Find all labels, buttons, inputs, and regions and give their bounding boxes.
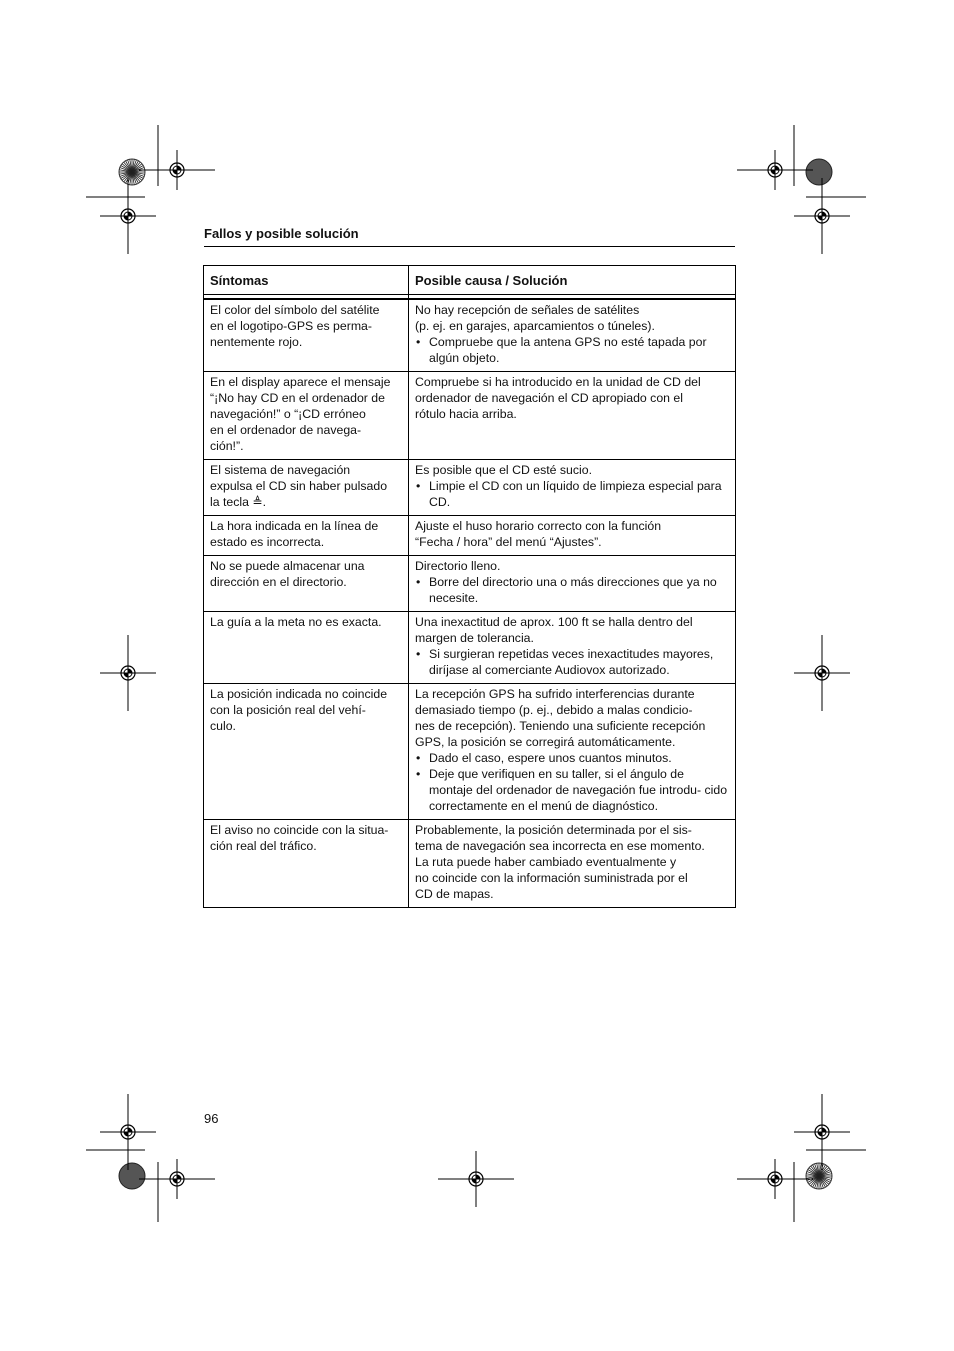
crosshair-registration-mark-icon (100, 178, 156, 254)
symptom-cell (204, 460, 409, 515)
solution-cell (409, 684, 735, 819)
symptom-cell (204, 372, 409, 459)
symptom-line: dirección en el directorio. (210, 575, 347, 589)
symptom-line: con la posición real del vehí- (210, 703, 366, 717)
table-row (204, 683, 735, 819)
symptom-line: ción!”. (210, 439, 244, 453)
crosshair-registration-mark-icon (139, 1159, 215, 1199)
color-wheel-icon (119, 159, 145, 185)
solution-line: No hay recepción de señales de satélites (415, 303, 640, 317)
solution-line: ordenador de navegación el CD apropiado con el (415, 391, 683, 405)
symptom-line: La posición indicada no coincide (210, 687, 388, 701)
crosshair-registration-mark-icon (100, 1094, 156, 1170)
symptom-cell (204, 556, 409, 611)
symptom-line: expulsa el CD sin haber pulsado (210, 479, 388, 493)
solution-line: CD de mapas. (415, 887, 494, 901)
solution-bullet: • Borre del directorio una o más direcciones que ya no necesite. (415, 574, 729, 606)
solution-line: (p. ej. en garajes, aparcamientos o túneles). (415, 319, 655, 333)
section-title: Fallos y posible solución (204, 226, 359, 241)
symptom-line: la tecla ≜. (210, 495, 267, 509)
solution-cell (409, 460, 735, 515)
table-row (204, 555, 735, 611)
crosshair-registration-mark-icon (737, 150, 813, 190)
solution-line: Probablemente, la posición determinada por el sis- (415, 823, 692, 837)
symptom-line: ción real del tráfico. (210, 839, 317, 853)
symptom-cell (204, 684, 409, 819)
table-row (204, 611, 735, 683)
title-rule (204, 246, 735, 247)
crosshair-registration-mark-icon (139, 150, 215, 190)
table-row (204, 819, 735, 907)
solution-line: Compruebe si ha introducido en la unidad de CD del (415, 375, 701, 389)
symptom-cell (204, 612, 409, 683)
crosshair-registration-mark-icon (100, 635, 156, 711)
solution-line: GPS, la posición se corregirá automáticamente. (415, 735, 676, 749)
table-body (204, 300, 735, 907)
symptom-line: nentemente rojo. (210, 335, 303, 349)
table-row (204, 371, 735, 459)
symptom-line: en el logotipo-GPS es perma- (210, 319, 372, 333)
solution-bullet: • Deje que verifiquen en su taller, si el ángulo de montaje del ordenador de navegación fue introdu- cido correctamente en el menú de diagnóstico. (415, 766, 729, 814)
solution-bullet: • Compruebe que la antena GPS no esté tapada por algún objeto. (415, 334, 729, 366)
column-header-symptoms: Síntomas (204, 266, 409, 294)
crosshair-registration-mark-icon (794, 1094, 850, 1170)
crosshair-registration-mark-icon (794, 635, 850, 711)
crosshair-registration-mark-icon (794, 178, 850, 254)
gray-dot-icon (806, 159, 832, 185)
table-row (204, 459, 735, 515)
solution-cell (409, 612, 735, 683)
solution-line: tema de navegación sea incorrecta en ese momento. (415, 839, 705, 853)
solution-cell (409, 820, 735, 907)
page-number: 96 (204, 1111, 219, 1126)
symptom-line: culo. (210, 719, 236, 733)
solution-bullet: • Dado el caso, espere unos cuantos minutos. (415, 750, 729, 766)
solution-line: margen de tolerancia. (415, 631, 534, 645)
symptom-line: El sistema de navegación (210, 463, 351, 477)
solution-line: “Fecha / hora” del menú “Ajustes”. (415, 535, 602, 549)
color-wheel-icon (806, 1163, 832, 1189)
solution-line: Directorio lleno. (415, 559, 501, 573)
symptom-line: No se puede almacenar una (210, 559, 365, 573)
solution-line: Una inexactitud de aprox. 100 ft se halla dentro del (415, 615, 693, 629)
symptom-line: En el display aparece el mensaje (210, 375, 391, 389)
column-header-solution: Posible causa / Solución (415, 272, 568, 288)
solution-line: no coincide con la información suministrada por el (415, 871, 688, 885)
solution-cell (409, 300, 735, 371)
solution-line: La recepción GPS ha sufrido interferencias durante (415, 687, 695, 701)
solution-line: nes de recepción). Teniendo una suficiente recepción (415, 719, 706, 733)
solution-line: demasiado tiempo (p. ej., debido a malas condicio- (415, 703, 693, 717)
table-row (204, 300, 735, 371)
table-row (204, 515, 735, 555)
solution-line: Es posible que el CD esté sucio. (415, 463, 593, 477)
solution-bullet: • Si surgieran repetidas veces inexactitudes mayores, diríjase al comerciante Audiovox autorizado. (415, 646, 729, 678)
table-header (204, 266, 735, 295)
solution-cell (409, 372, 735, 459)
solution-line: Ajuste el huso horario correcto con la función (415, 519, 662, 533)
gray-dot-icon (119, 1163, 145, 1189)
symptom-cell (204, 300, 409, 371)
solution-bullet: • Limpie el CD con un líquido de limpieza especial para CD. (415, 478, 729, 510)
solution-cell (409, 516, 735, 555)
symptom-line: navegación!” o “¡CD erróneo (210, 407, 366, 421)
crosshair-registration-mark-icon (737, 1159, 813, 1199)
solution-line: rótulo hacia arriba. (415, 407, 517, 421)
solution-line: La ruta puede haber cambiado eventualmente y (415, 855, 677, 869)
symptom-cell (204, 516, 409, 555)
crosshair-registration-mark-icon (438, 1151, 514, 1207)
solution-cell (409, 556, 735, 611)
troubleshooting-table (203, 265, 736, 908)
symptom-line: La hora indicada en la línea de (210, 519, 379, 533)
symptom-cell (204, 820, 409, 907)
symptom-line: estado es incorrecta. (210, 535, 325, 549)
symptom-line: en el ordenador de navega- (210, 423, 362, 437)
symptom-line: El color del símbolo del satélite (210, 303, 380, 317)
symptom-line: “¡No hay CD en el ordenador de (210, 391, 385, 405)
symptom-line: El aviso no coincide con la situa- (210, 823, 389, 837)
symptom-line: La guía a la meta no es exacta. (210, 615, 382, 629)
